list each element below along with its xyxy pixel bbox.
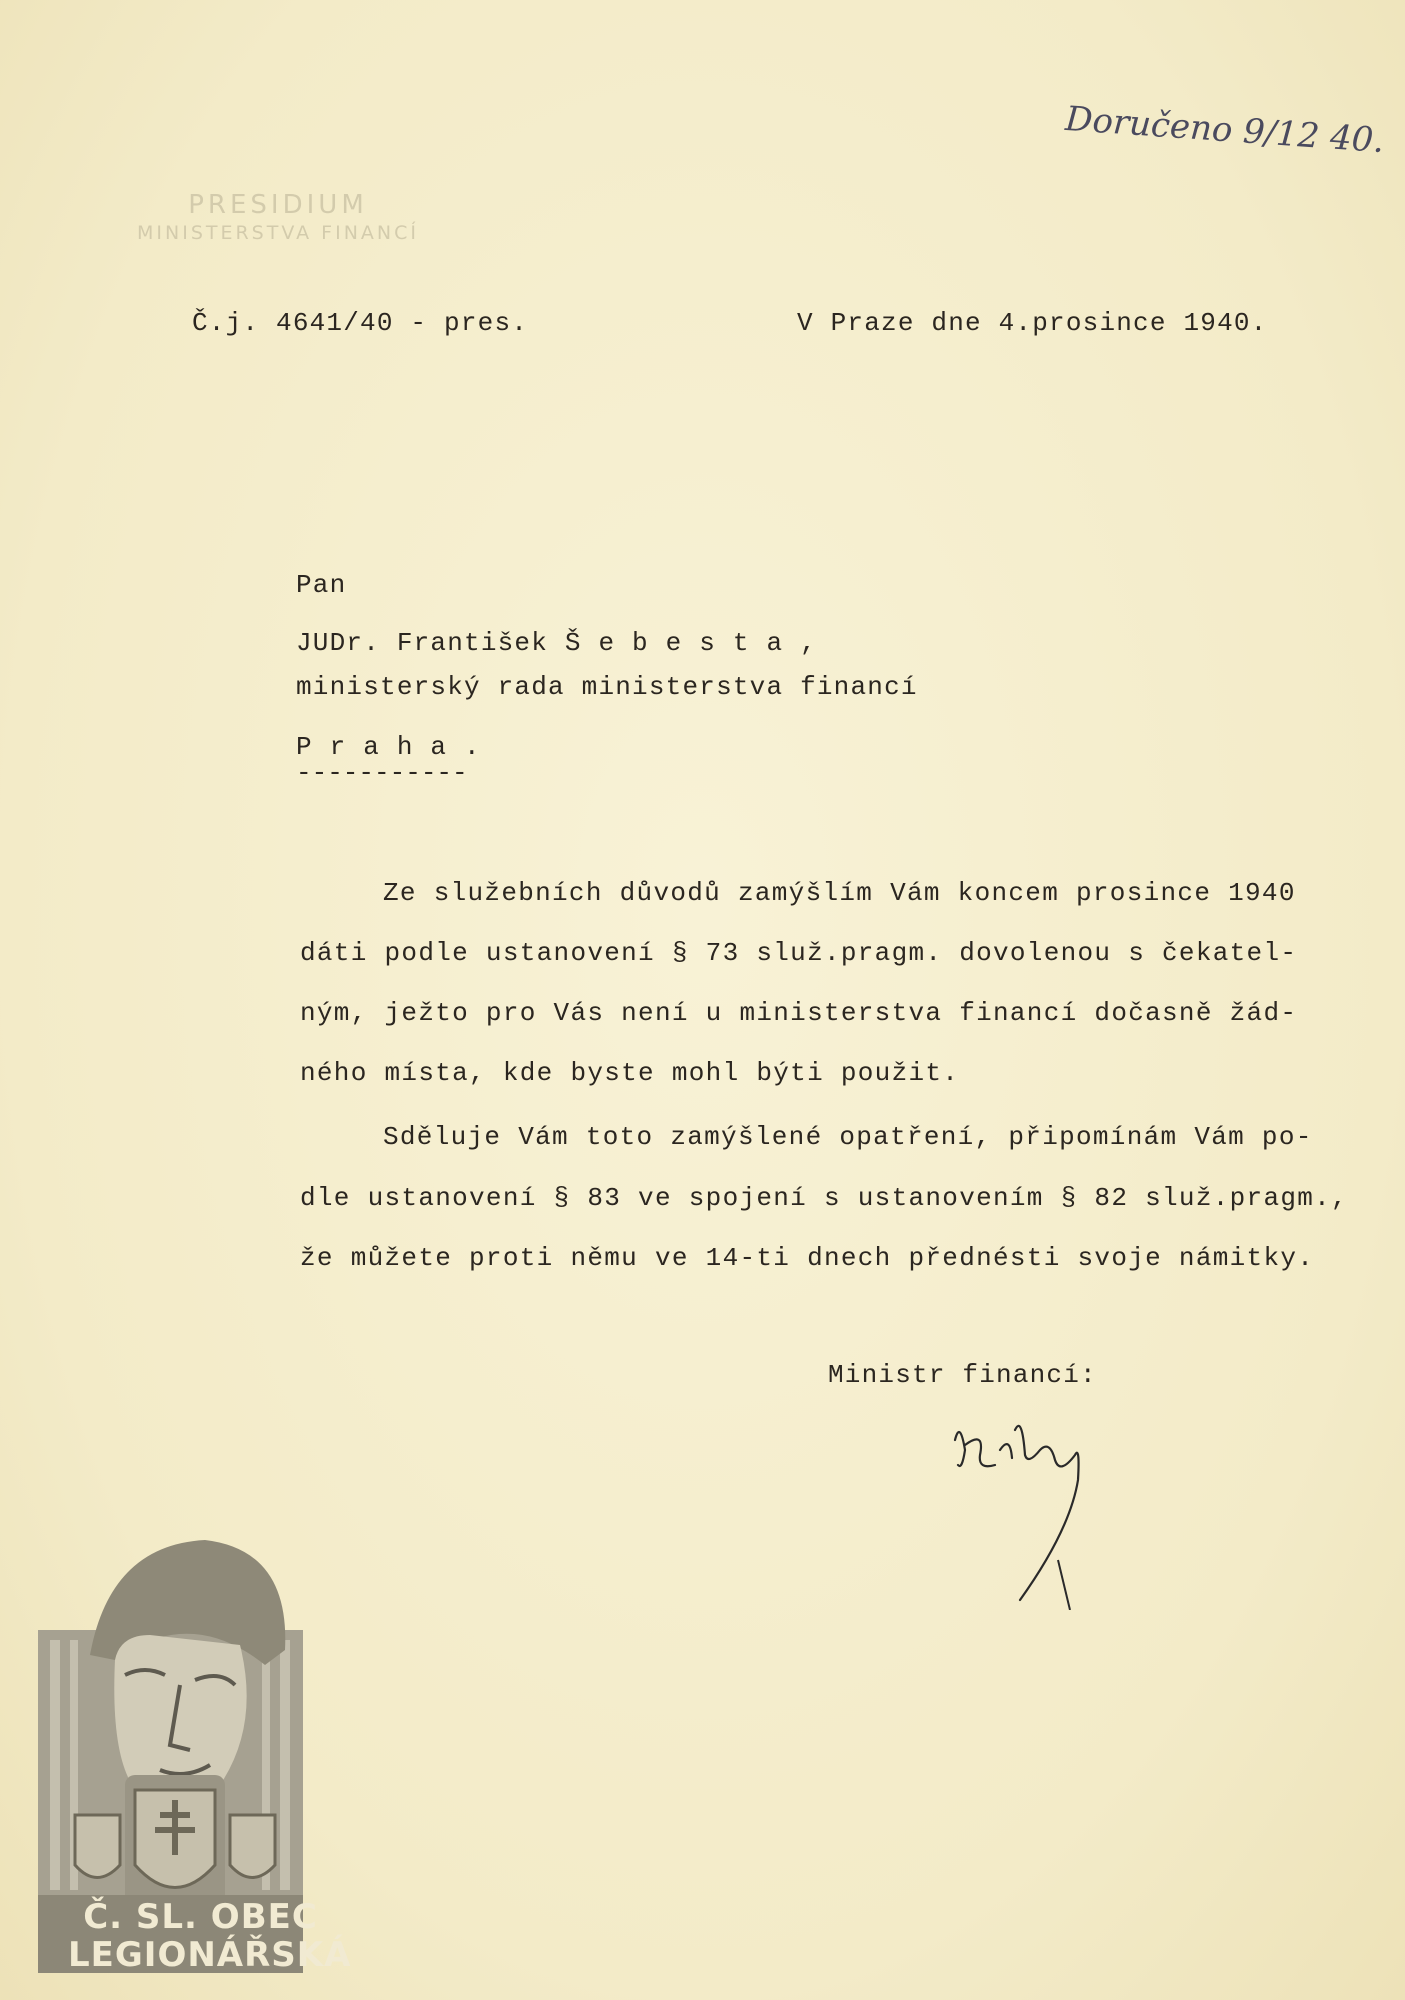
body-line: dáti podle ustanovení § 73 služ.pragm. dovolenou s čekatel- [300,938,1298,968]
body-line: ného místa, kde byste mohl býti použit. [300,1058,960,1088]
reference-number: Č.j. 4641/40 - pres. [192,308,529,338]
legion-watermark-logo [30,1525,352,1975]
watermark-line-1: Č. SL. OBEC [83,1897,318,1937]
presidium-stamp [118,190,438,270]
body-line: ným, ježto pro Vás není u ministerstva financí dočasně žád- [300,998,1298,1028]
addressee-title: ministerský rada ministerstva financí [296,672,918,702]
addressee-name: JUDr. František Š e b e s t a , [296,628,817,658]
closing-title: Ministr financí: [828,1360,1097,1390]
body-line: že můžete proti němu ve 14-ti dnech přednésti svoje námitky. [300,1243,1315,1273]
body-line: Ze služebních důvodů zamýšlím Vám koncem prosince 1940 [383,878,1296,908]
salutation: Pan [296,570,347,600]
addressee-city: P r a h a . [296,732,481,762]
watermark-line-2: LEGIONÁŘSKÁ [68,1935,352,1975]
city-underline: ----------- [296,758,468,788]
received-note: Doručeno 9/12 40. [1063,98,1386,162]
body-line: dle ustanovení § 83 ve spojení s ustanovením § 82 služ.pragm., [300,1183,1348,1213]
body-line: Sděluje Vám toto zamýšlené opatření, připomínám Vám po- [383,1122,1313,1152]
minister-signature [940,1410,1160,1610]
place-date: V Praze dne 4.prosince 1940. [797,308,1268,338]
stamp-line-1: PRESIDIUM [188,190,368,220]
stamp-line-2: MINISTERSTVA FINANCÍ [137,222,419,244]
